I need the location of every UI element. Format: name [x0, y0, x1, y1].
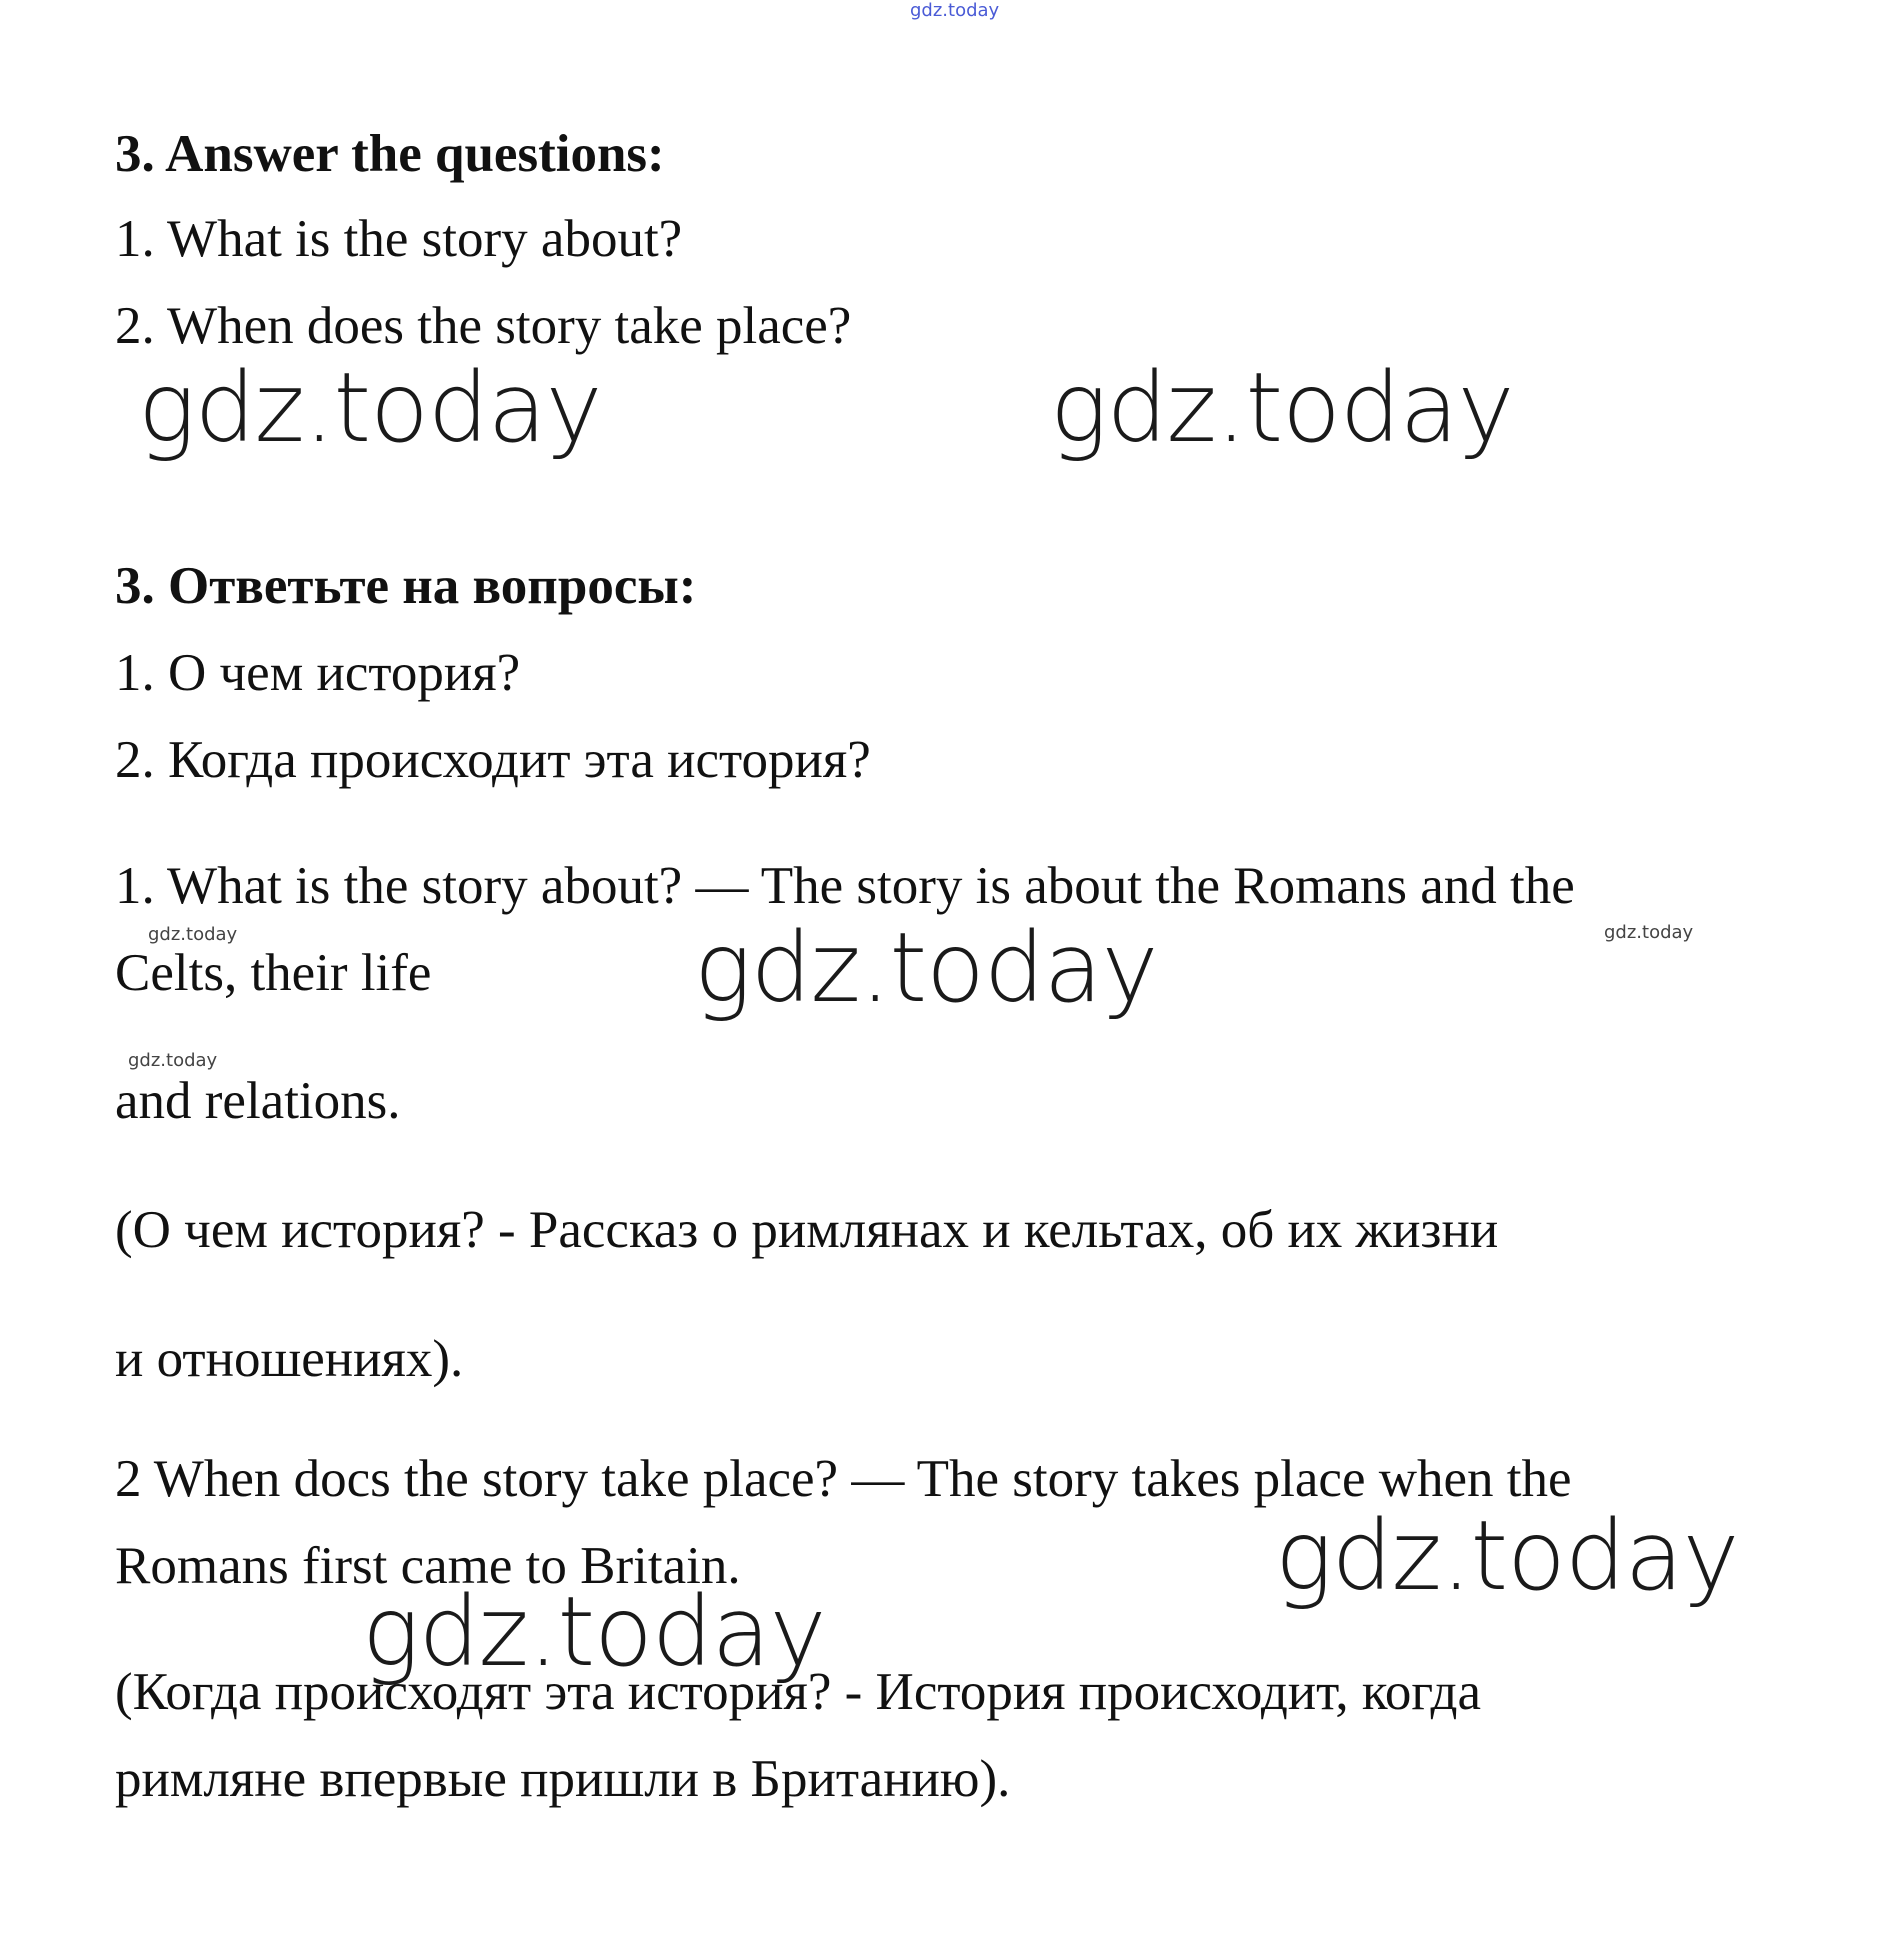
english-question-1: 1. What is the story about?	[115, 210, 683, 268]
watermark-large: gdz.today	[694, 912, 1158, 1024]
russian-question-1: 1. О чем история?	[115, 644, 521, 702]
watermark-large: gdz.today	[1275, 1500, 1739, 1612]
russian-task-heading: 3. Ответьте на вопросы:	[115, 557, 697, 615]
watermark-small: gdz.today	[1604, 922, 1694, 943]
watermark-small: gdz.today	[148, 924, 238, 945]
answer-2-russian-line-1: (Когда происходят эта история? - История происходит, когда	[115, 1663, 1481, 1721]
answer-2-russian-line-2: римляне впервые пришли в Британию).	[115, 1750, 1011, 1808]
watermark-small: gdz.today	[128, 1050, 218, 1071]
answer-1-english-line-3: and relations.	[115, 1072, 401, 1130]
russian-question-2: 2. Когда происходит эта история?	[115, 731, 871, 789]
watermark-large: gdz.today	[1050, 352, 1514, 464]
watermark-top: gdz.today	[910, 0, 1000, 21]
answer-1-russian-line-1: (О чем история? - Рассказ о римлянах и кельтах, об их жизни	[115, 1201, 1499, 1259]
english-question-2: 2. When does the story take place?	[115, 297, 852, 355]
answer-1-english-line-1: 1. What is the story about? — The story is about the Romans and the	[115, 857, 1575, 915]
answer-1-russian-line-2: и отношениях).	[115, 1330, 464, 1388]
answer-1-english-line-2: Celts, their life	[115, 944, 432, 1002]
answer-2-english-line-2: Romans first came to Britain.	[115, 1537, 741, 1595]
watermark-large: gdz.today	[362, 1576, 826, 1688]
answer-2-english-line-1: 2 When docs the story take place? — The story takes place when the	[115, 1450, 1572, 1508]
english-task-heading: 3. Answer the questions:	[115, 125, 665, 183]
watermark-large: gdz.today	[138, 352, 602, 464]
